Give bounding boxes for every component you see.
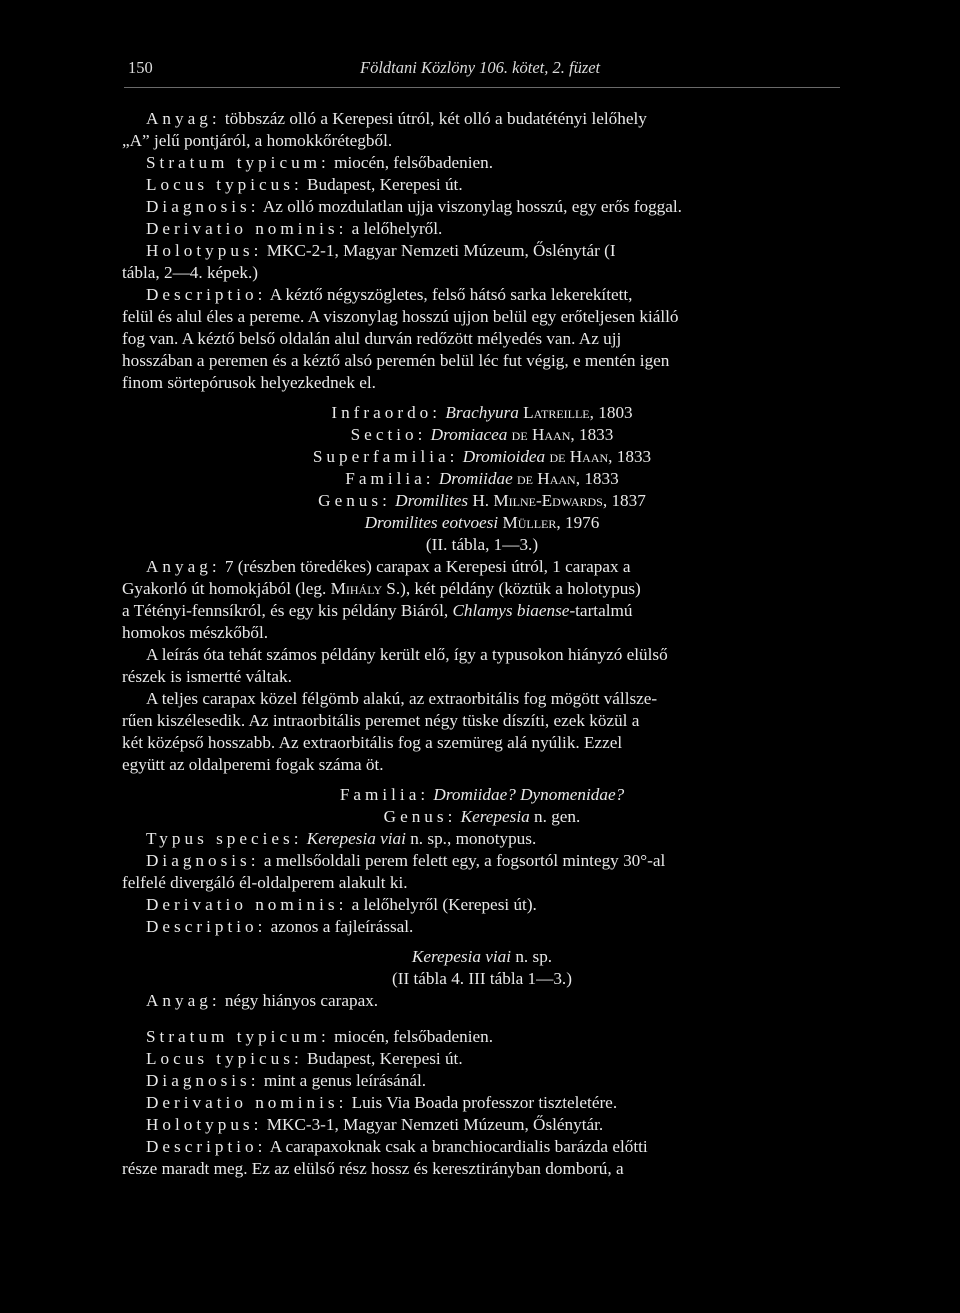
- text-line: felfelé divergáló él-oldalperem alakult ki.: [122, 873, 408, 892]
- text-line: Descriptio: A carapaxoknak csak a branchiocardialis barázda előtti: [146, 1137, 648, 1156]
- text-line: Diagnosis: Az olló mozdulatlan ujja viszonylag hosszú, egy erős foggal.: [146, 197, 682, 216]
- text-line: Holotypus: MKC-2-1, Magyar Nemzeti Múzeum, Őslénytár (I: [146, 241, 616, 260]
- text-line: Anyag: 7 (részben töredékes) carapax a Kerepesi útról, 1 carapax a: [146, 557, 631, 576]
- taxon-infraordo: Infraordo: Brachyura Latreille, 1803: [331, 403, 633, 422]
- text-line: Derivatio nominis: Luis Via Boada professzor tiszteletére.: [146, 1093, 618, 1112]
- page-header: [128, 58, 840, 82]
- text-line: Locus typicus: Budapest, Kerepesi út.: [146, 1049, 463, 1068]
- text-line: A teljes carapax közel félgömb alakú, az extraorbitális fog mögött vállsze-: [146, 689, 658, 708]
- text-line: Diagnosis: a mellsőoldali perem felett egy, a fogsortól mintegy 30°-al: [146, 851, 666, 870]
- text-line: Gyakorló út homokjából (leg. Mihály S.), két példány (köztük a holotypus): [122, 579, 641, 598]
- text-line: „A” jelű pontjáról, a homokkőrétegből.: [122, 131, 393, 150]
- text-line: Diagnosis: mint a genus leírásánál.: [146, 1071, 427, 1090]
- taxon-familia: Familia: Dromiidae? Dynomenidae?: [339, 785, 625, 804]
- text-line: része maradt meg. Ez az elülső rész hossz és keresztirányban domború, a: [122, 1159, 624, 1178]
- page-number: 150: [128, 58, 153, 77]
- text-line: Locus typicus: Budapest, Kerepesi út.: [146, 175, 463, 194]
- text-line: Derivatio nominis: a lelőhelyről (Kerepesi út).: [146, 895, 537, 914]
- taxon-superfamilia: Superfamilia: Dromioidea de Haan, 1833: [312, 447, 652, 466]
- plate-reference: (II. tábla, 1—3.): [425, 535, 539, 554]
- text-line: homokos mészkőből.: [122, 623, 269, 642]
- plate-reference: (II tábla 4. III tábla 1—3.): [392, 969, 572, 988]
- taxon-genus: Genus: Kerepesia n. gen.: [383, 807, 581, 826]
- taxon-familia: Familia: Dromiidae de Haan, 1833: [345, 469, 619, 488]
- text-line: Stratum typicum: miocén, felsőbadenien.: [146, 1027, 494, 1046]
- text-line: Typus species: Kerepesia viai n. sp., monotypus.: [146, 829, 537, 848]
- text-line: Derivatio nominis: a lelőhelyről.: [146, 219, 443, 238]
- text-line: finom sörtepórusok helyezkednek el.: [122, 373, 376, 392]
- species-heading: Kerepesia viai n. sp.: [411, 947, 553, 966]
- header-rule: [124, 87, 840, 88]
- text-line: Anyag: többszáz olló a Kerepesi útról, két olló a budatétényi lelőhely: [146, 109, 647, 128]
- text-line: Descriptio: azonos a fajleírással.: [146, 917, 414, 936]
- text-line: Stratum typicum: miocén, felsőbadenien.: [146, 153, 494, 172]
- text-line: hosszában a peremen és a kéztő alsó peremén belül léc fut végig, e mentén igen: [122, 351, 670, 370]
- text-line: Descriptio: A kéztő négyszögletes, felső hátsó sarka lekerekített,: [146, 285, 633, 304]
- text-line: rűen kiszélesedik. Az intraorbitális peremet négy tüske díszíti, ezek közül a: [122, 711, 640, 730]
- taxon-genus: Genus: Dromilites H. Milne-Edwards, 1837: [318, 491, 646, 510]
- text-line: a Tétényi-fennsíkról, és egy kis példány Biáról, Chlamys biaense-tartalmú: [122, 601, 633, 620]
- text-line: felül és alul éles a pereme. A viszonylag hosszú ujjon belül egy erőteljesen kiálló: [122, 307, 679, 326]
- text-line: A leírás óta tehát számos példány került elő, így a typusokon hiányzó elülső: [146, 645, 668, 664]
- text-line: Anyag: négy hiányos carapax.: [146, 991, 379, 1010]
- text-line: két középső hosszabb. Az extraorbitális fog a szemüreg alá nyúlik. Ezzel: [122, 733, 623, 752]
- running-title: Földtani Közlöny 106. kötet, 2. füzet: [360, 58, 601, 77]
- text-line: fog van. A kéztő belső oldalán alul durván redőzött mélyedés van. Az ujj: [122, 329, 622, 348]
- text-line: együtt az oldalperemi fogak száma öt.: [122, 755, 384, 774]
- text-line: Holotypus: MKC-3-1, Magyar Nemzeti Múzeum, Őslénytár.: [146, 1115, 604, 1134]
- taxon-species: Dromilites eotvoesi Müller, 1976: [364, 513, 600, 532]
- text-line: részek is ismertté váltak.: [122, 667, 292, 686]
- text-line: tábla, 2—4. képek.): [122, 263, 259, 282]
- taxon-sectio: Sectio: Dromiacea de Haan, 1833: [350, 425, 614, 444]
